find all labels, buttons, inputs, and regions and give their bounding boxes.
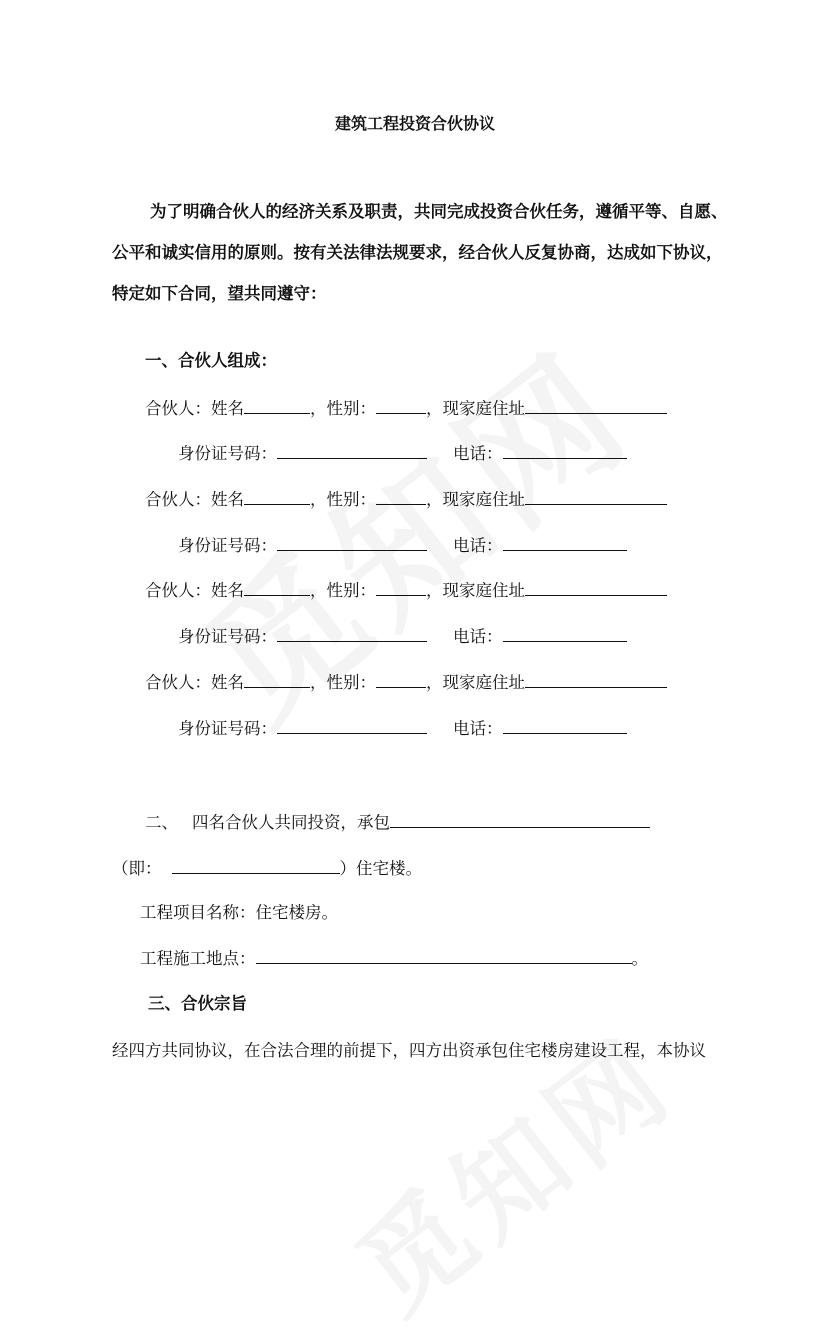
section-1-heading: 一、合伙人组成： <box>145 351 277 370</box>
id-phone-row <box>178 532 627 558</box>
name-blank[interactable] <box>244 395 310 414</box>
partner-row <box>145 395 667 421</box>
phone-blank[interactable] <box>503 440 627 459</box>
section-3-heading: 三、合伙宗旨 <box>148 994 247 1013</box>
section-2-prefix: （即： <box>112 859 162 878</box>
id-blank[interactable] <box>277 623 427 642</box>
partner-row <box>145 669 667 695</box>
section-2-suffix: ）住宅楼。 <box>339 859 422 878</box>
phone-label: 电话： <box>453 444 503 463</box>
address-blank[interactable] <box>525 395 667 414</box>
address-blank[interactable] <box>525 486 667 505</box>
id-phone-row <box>178 440 627 466</box>
phone-label: 电话： <box>453 627 503 646</box>
id-blank[interactable] <box>277 715 427 734</box>
address-label: ，现家庭住址 <box>426 490 525 509</box>
project-name: 工程项目名称：住宅楼房。 <box>140 903 338 922</box>
phone-label: 电话： <box>453 719 503 738</box>
phone-blank[interactable] <box>503 715 627 734</box>
gender-blank[interactable] <box>376 486 426 505</box>
gender-blank[interactable] <box>376 577 426 596</box>
id-blank[interactable] <box>277 440 427 459</box>
address-label: ，现家庭住址 <box>426 399 525 418</box>
gender-label: ，性别： <box>310 490 376 509</box>
site-label: 工程施工地点： <box>140 949 256 968</box>
gender-label: ，性别： <box>310 581 376 600</box>
intro-line-3: 特定如下合同，望共同遵守： <box>112 284 327 303</box>
phone-blank[interactable] <box>503 532 627 551</box>
id-label: 身份证号码： <box>178 719 277 738</box>
section-2-line-2 <box>112 855 422 881</box>
building-blank[interactable] <box>172 855 340 874</box>
address-label: ，现家庭住址 <box>426 581 525 600</box>
address-blank[interactable] <box>525 669 667 688</box>
gender-blank[interactable] <box>376 669 426 688</box>
partner-row <box>145 577 667 603</box>
id-blank[interactable] <box>277 532 427 551</box>
contract-blank[interactable] <box>390 809 650 828</box>
intro-line-2: 公平和诚实信用的原则。按有关法律法规要求，经合伙人反复协商，达成如下协议， <box>112 243 723 262</box>
id-label: 身份证号码： <box>178 536 277 555</box>
id-phone-row <box>178 623 627 649</box>
partner-name-label: 合伙人：姓名 <box>145 399 244 418</box>
site-end: 。 <box>631 949 648 968</box>
address-label: ，现家庭住址 <box>426 673 525 692</box>
id-phone-row <box>178 715 627 741</box>
gender-label: ，性别： <box>310 673 376 692</box>
gender-blank[interactable] <box>376 395 426 414</box>
document-title: 建筑工程投资合伙协议 <box>334 114 495 133</box>
phone-blank[interactable] <box>503 623 627 642</box>
partner-row <box>145 486 667 512</box>
partner-name-label: 合伙人：姓名 <box>145 581 244 600</box>
intro-line-1: 为了明确合伙人的经济关系及职责，共同完成投资合伙任务，遵循平等、自愿、 <box>150 202 728 221</box>
section-2-text: 四名合伙人共同投资，承包 <box>192 813 390 832</box>
name-blank[interactable] <box>244 577 310 596</box>
section-2-heading: 二、 <box>145 813 178 832</box>
site-row <box>140 945 648 971</box>
name-blank[interactable] <box>244 669 310 688</box>
section-2-line-1 <box>145 809 650 835</box>
id-label: 身份证号码： <box>178 444 277 463</box>
name-blank[interactable] <box>244 486 310 505</box>
site-blank[interactable] <box>256 945 632 964</box>
partner-name-label: 合伙人：姓名 <box>145 490 244 509</box>
id-label: 身份证号码： <box>178 627 277 646</box>
partner-name-label: 合伙人：姓名 <box>145 673 244 692</box>
gender-label: ，性别： <box>310 399 376 418</box>
phone-label: 电话： <box>453 536 503 555</box>
address-blank[interactable] <box>525 577 667 596</box>
section-3-line-1: 经四方共同协议，在合法合理的前提下，四方出资承包住宅楼房建设工程，本协议 <box>112 1041 706 1060</box>
